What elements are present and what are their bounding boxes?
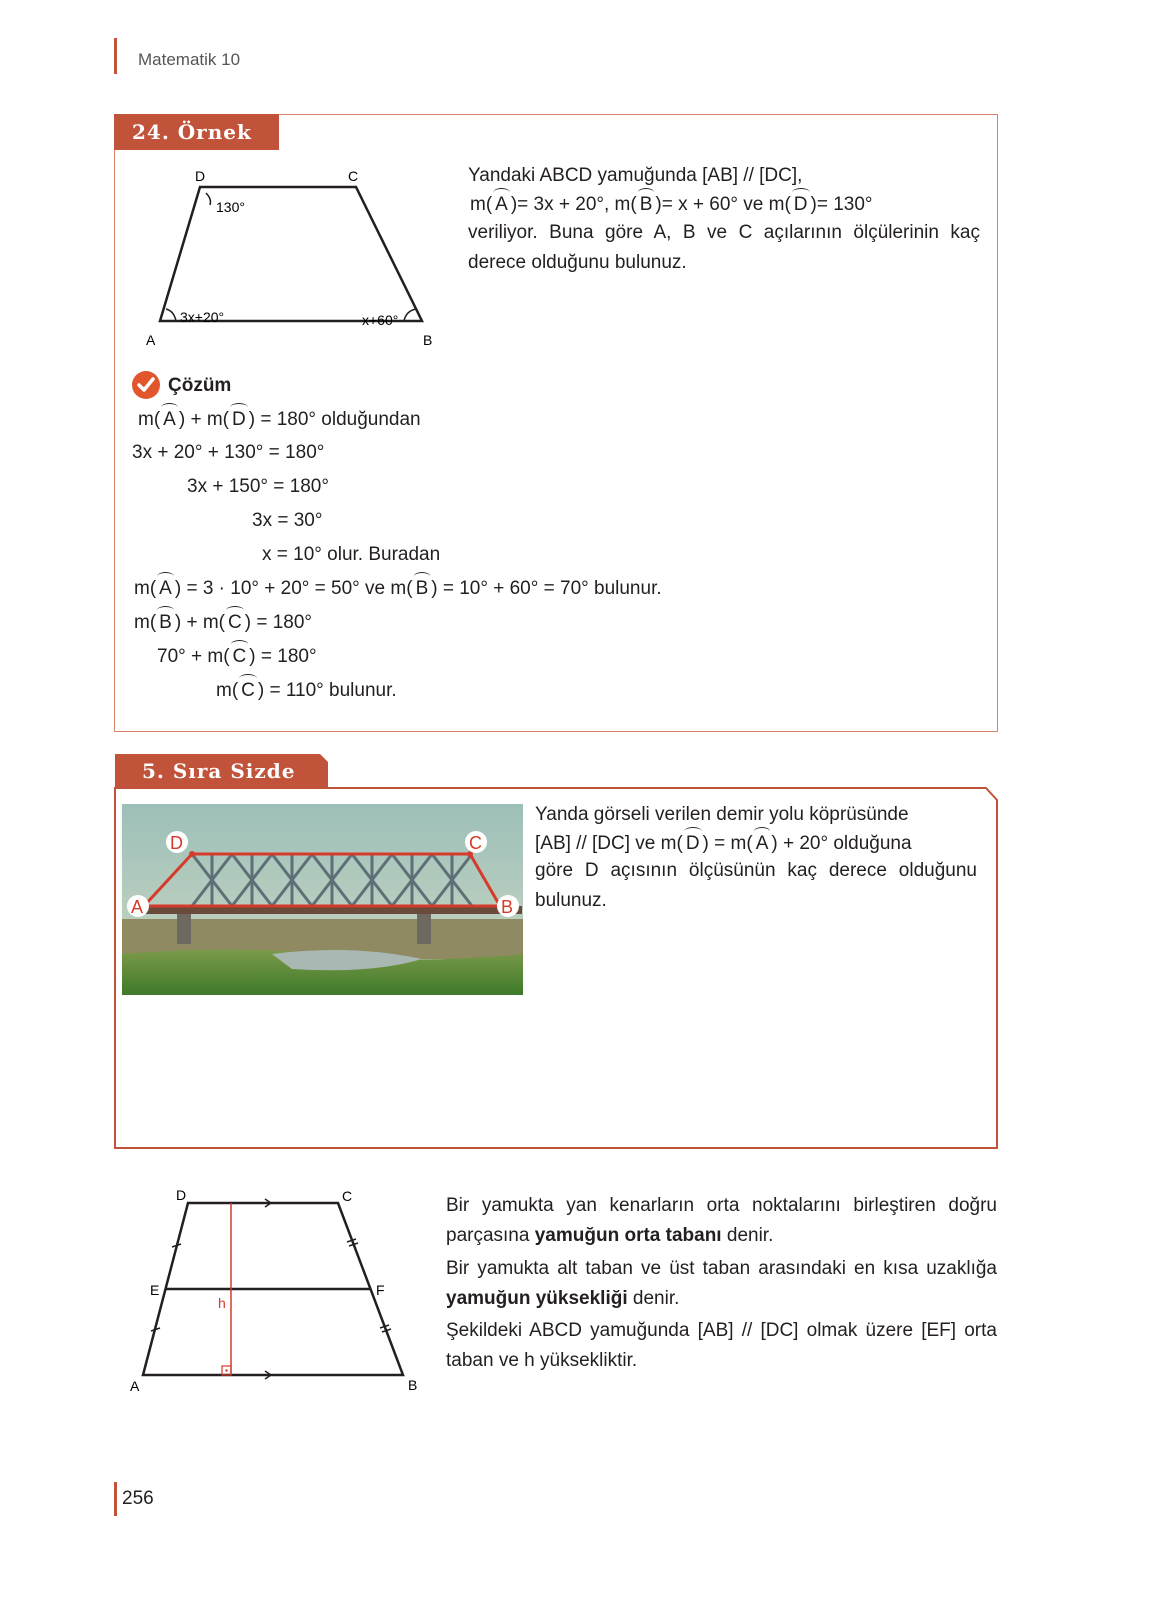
label-a: A (146, 332, 156, 348)
photo-label-d: D (170, 833, 183, 853)
solution-step-8: 70° + m( C ) = 180° (157, 646, 317, 667)
angle-b-value: x+60° (362, 312, 399, 328)
exercise-tab: 5. Sıra Sizde (142, 759, 296, 783)
angle-d-arc (206, 193, 211, 205)
solution-step-9: m( C ) = 110° bulunur. (216, 680, 397, 701)
solution-step-7: m( B ) + m( C ) = 180° (134, 612, 312, 633)
def-label-a: A (130, 1378, 140, 1394)
footer-bar (114, 1482, 117, 1516)
check-icon (131, 370, 161, 400)
label-d: D (195, 168, 206, 184)
example-tab: 24. Örnek (114, 114, 279, 150)
exercise-line-3: göre D açısının ölçüsünün kaç derece olduğunu bulunuz. (535, 860, 977, 911)
photo-label-c: C (469, 833, 482, 853)
question-line-3: veriliyor. Buna göre A, B ve C açılarının ölçülerinin kaç derece olduğunu bulunuz. (468, 222, 980, 273)
trapezoid-figure (140, 165, 450, 350)
solution-step-6: m( A ) = 3 · 10° + 20° = 50° ve m( B ) = 10° + 60° = 70° bulunur. (134, 578, 662, 599)
solution-title: Çözüm (168, 375, 232, 396)
solution-step-4: 3x = 30° (252, 510, 323, 531)
angle-a-arc (166, 309, 176, 321)
page-number: 256 (122, 1488, 154, 1509)
def-label-b: B (408, 1377, 418, 1393)
definition-paragraph-2: Bir yamukta alt taban ve üst taban arasındaki en kısa uzaklığa yamuğun yüksekliği denir. (446, 1258, 997, 1309)
exercise-line-1: Yanda görseli verilen demir yolu köprüsünde (535, 804, 909, 825)
def-label-c: C (342, 1188, 353, 1204)
label-b: B (423, 332, 433, 348)
midline-trapezoid-figure (125, 1185, 425, 1400)
question-line-1: Yandaki ABCD yamuğunda [AB] // [DC], (468, 165, 803, 186)
def-label-f: F (376, 1282, 385, 1298)
def-label-d: D (176, 1187, 187, 1203)
definition-paragraph-1: Bir yamukta yan kenarların orta noktalarını birleştiren doğru parçasına yamuğun orta tabanı denir. (446, 1195, 997, 1246)
angle-a-value: 3x+20° (180, 309, 225, 325)
bridge-photo (122, 804, 523, 995)
solution-step-2: 3x + 20° + 130° = 180° (132, 442, 325, 463)
def-label-e: E (150, 1282, 160, 1298)
definition-paragraph-3: Şekildeki ABCD yamuğunda [AB] // [DC] olmak üzere [EF] orta taban ve h yüksekliktir. (446, 1320, 997, 1371)
solution-step-1: m( A ) + m( D ) = 180° olduğundan (138, 409, 421, 430)
angle-d-value: 130° (216, 199, 245, 215)
exercise-line-2: [AB] // [DC] ve m( D ) = m( A ) + 20° olduğuna (535, 833, 912, 854)
book-title: Matematik 10 (138, 50, 241, 69)
header-bar (114, 38, 117, 74)
label-c: C (348, 168, 359, 184)
angle-b-arc (404, 309, 416, 321)
def-label-h: h (218, 1295, 226, 1311)
photo-label-b: B (501, 897, 514, 917)
question-line-2: m( A )= 3x + 20°, m( B )= x + 60° ve m( D )= 130° (470, 194, 873, 215)
trapezoid-abcd (160, 187, 422, 321)
photo-label-a: A (131, 897, 144, 917)
solution-step-3: 3x + 150° = 180° (187, 476, 329, 497)
solution-step-5: x = 10° olur. Buradan (262, 544, 441, 565)
